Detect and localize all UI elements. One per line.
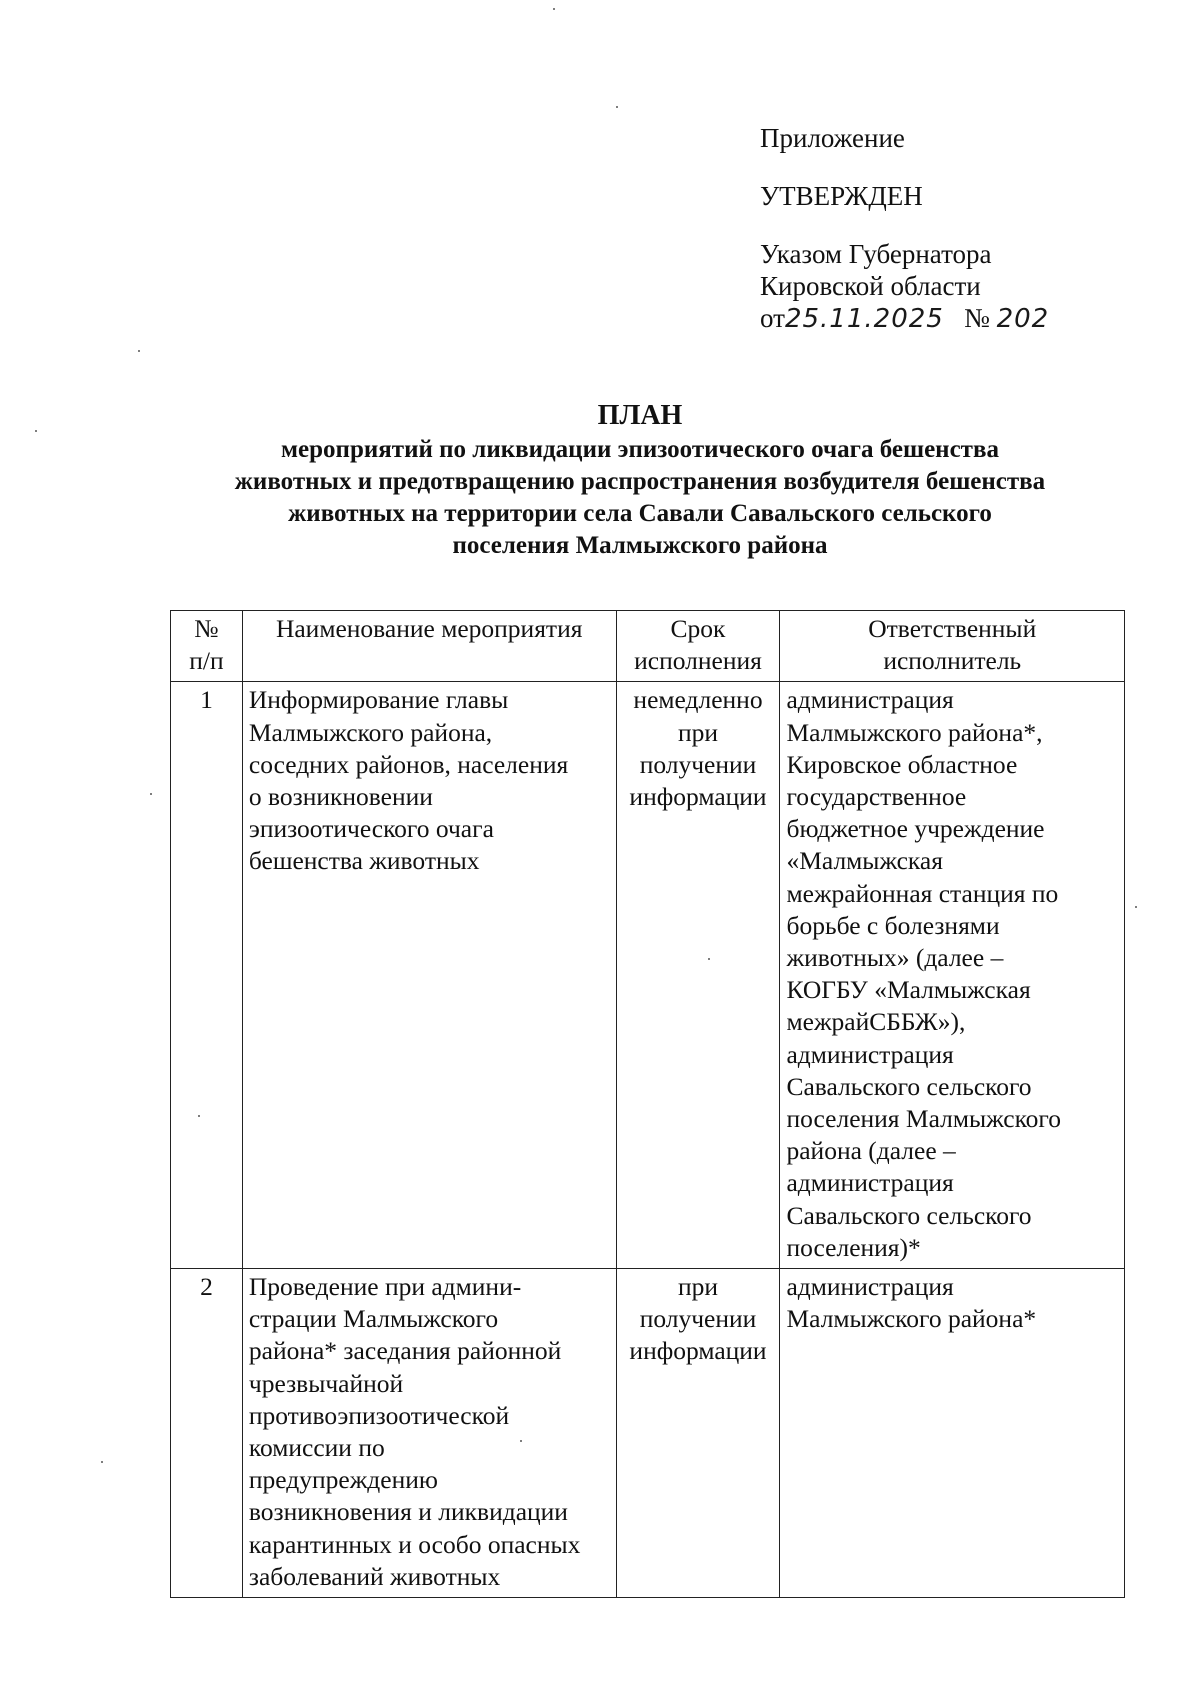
appendix-label: Приложение xyxy=(760,123,905,153)
table-row xyxy=(171,682,1125,1269)
row-action: Проведение при админи- страции Малмыжского района* заседания районной чрезвычайной противоэпизоотической комиссии по предупреждению возникновения и ликвидации карантинных и особо опасных заболеваний животных xyxy=(242,1269,616,1598)
row-responsible: администрация Малмыжского района* xyxy=(780,1269,1125,1598)
scan-speck xyxy=(520,1440,522,1442)
scan-speck xyxy=(1135,906,1137,908)
scan-speck xyxy=(35,430,37,432)
row-number: 2 xyxy=(171,1269,243,1598)
row-term: при получении информации xyxy=(616,1269,780,1598)
table-header-row xyxy=(171,611,1125,682)
scan-speck xyxy=(198,1115,200,1117)
plan-subtitle-line-1: мероприятий по ликвидации эпизоотического очага бешенства xyxy=(281,436,999,463)
decree-line-2: Кировской области xyxy=(760,271,981,301)
plan-subtitle-line-3: животных на территории села Савали Савальского сельского xyxy=(288,500,992,527)
scan-speck xyxy=(553,8,555,10)
header-number: № п/п xyxy=(171,611,243,682)
header-responsible: Ответственный исполнитель xyxy=(780,611,1125,682)
decree-date-line xyxy=(760,302,1180,335)
decree-line-1: Указом Губернатора xyxy=(760,239,992,269)
header-action: Наименование мероприятия xyxy=(242,611,616,682)
scan-speck xyxy=(101,1461,103,1463)
plan-table xyxy=(170,610,1125,1598)
header-term: Срок исполнения xyxy=(616,611,780,682)
plan-subtitle-line-2: животных и предотвращению распространения возбудителя бешенства xyxy=(234,468,1046,495)
date-prefix: от xyxy=(760,303,785,333)
scan-speck xyxy=(150,793,152,795)
handwritten-number: 202 xyxy=(996,304,1050,334)
table-row xyxy=(171,1269,1125,1598)
row-number: 1 xyxy=(171,682,243,1269)
document-title xyxy=(160,398,1120,562)
scan-speck xyxy=(138,350,140,352)
scan-speck xyxy=(616,106,618,108)
row-term: немедленно при получении информации xyxy=(616,682,780,1269)
handwritten-date: 25.11.2025 xyxy=(784,304,944,334)
scan-speck xyxy=(708,958,710,960)
plan-heading: ПЛАН xyxy=(597,400,683,431)
row-action: Информирование главы Малмыжского района, соседних районов, населения о возникновении эпизоотического очага бешенства животных xyxy=(242,682,616,1269)
approval-block xyxy=(760,122,1180,335)
plan-subtitle-line-4: поселения Малмыжского района xyxy=(452,532,828,559)
approved-label: УТВЕРЖДЕН xyxy=(760,181,923,211)
number-prefix: № xyxy=(964,303,990,333)
row-responsible: администрация Малмыжского района*, Кировское областное государственное бюджетное учреждение «Малмыжская межрайонная станция по борьбе с болезнями животных» (далее – КОГБУ «Малмыжская межрайСББЖ»), администрация Савальского сельского поселения Малмыжского района (далее – администрация Савальского сельского поселения)* xyxy=(780,682,1125,1269)
